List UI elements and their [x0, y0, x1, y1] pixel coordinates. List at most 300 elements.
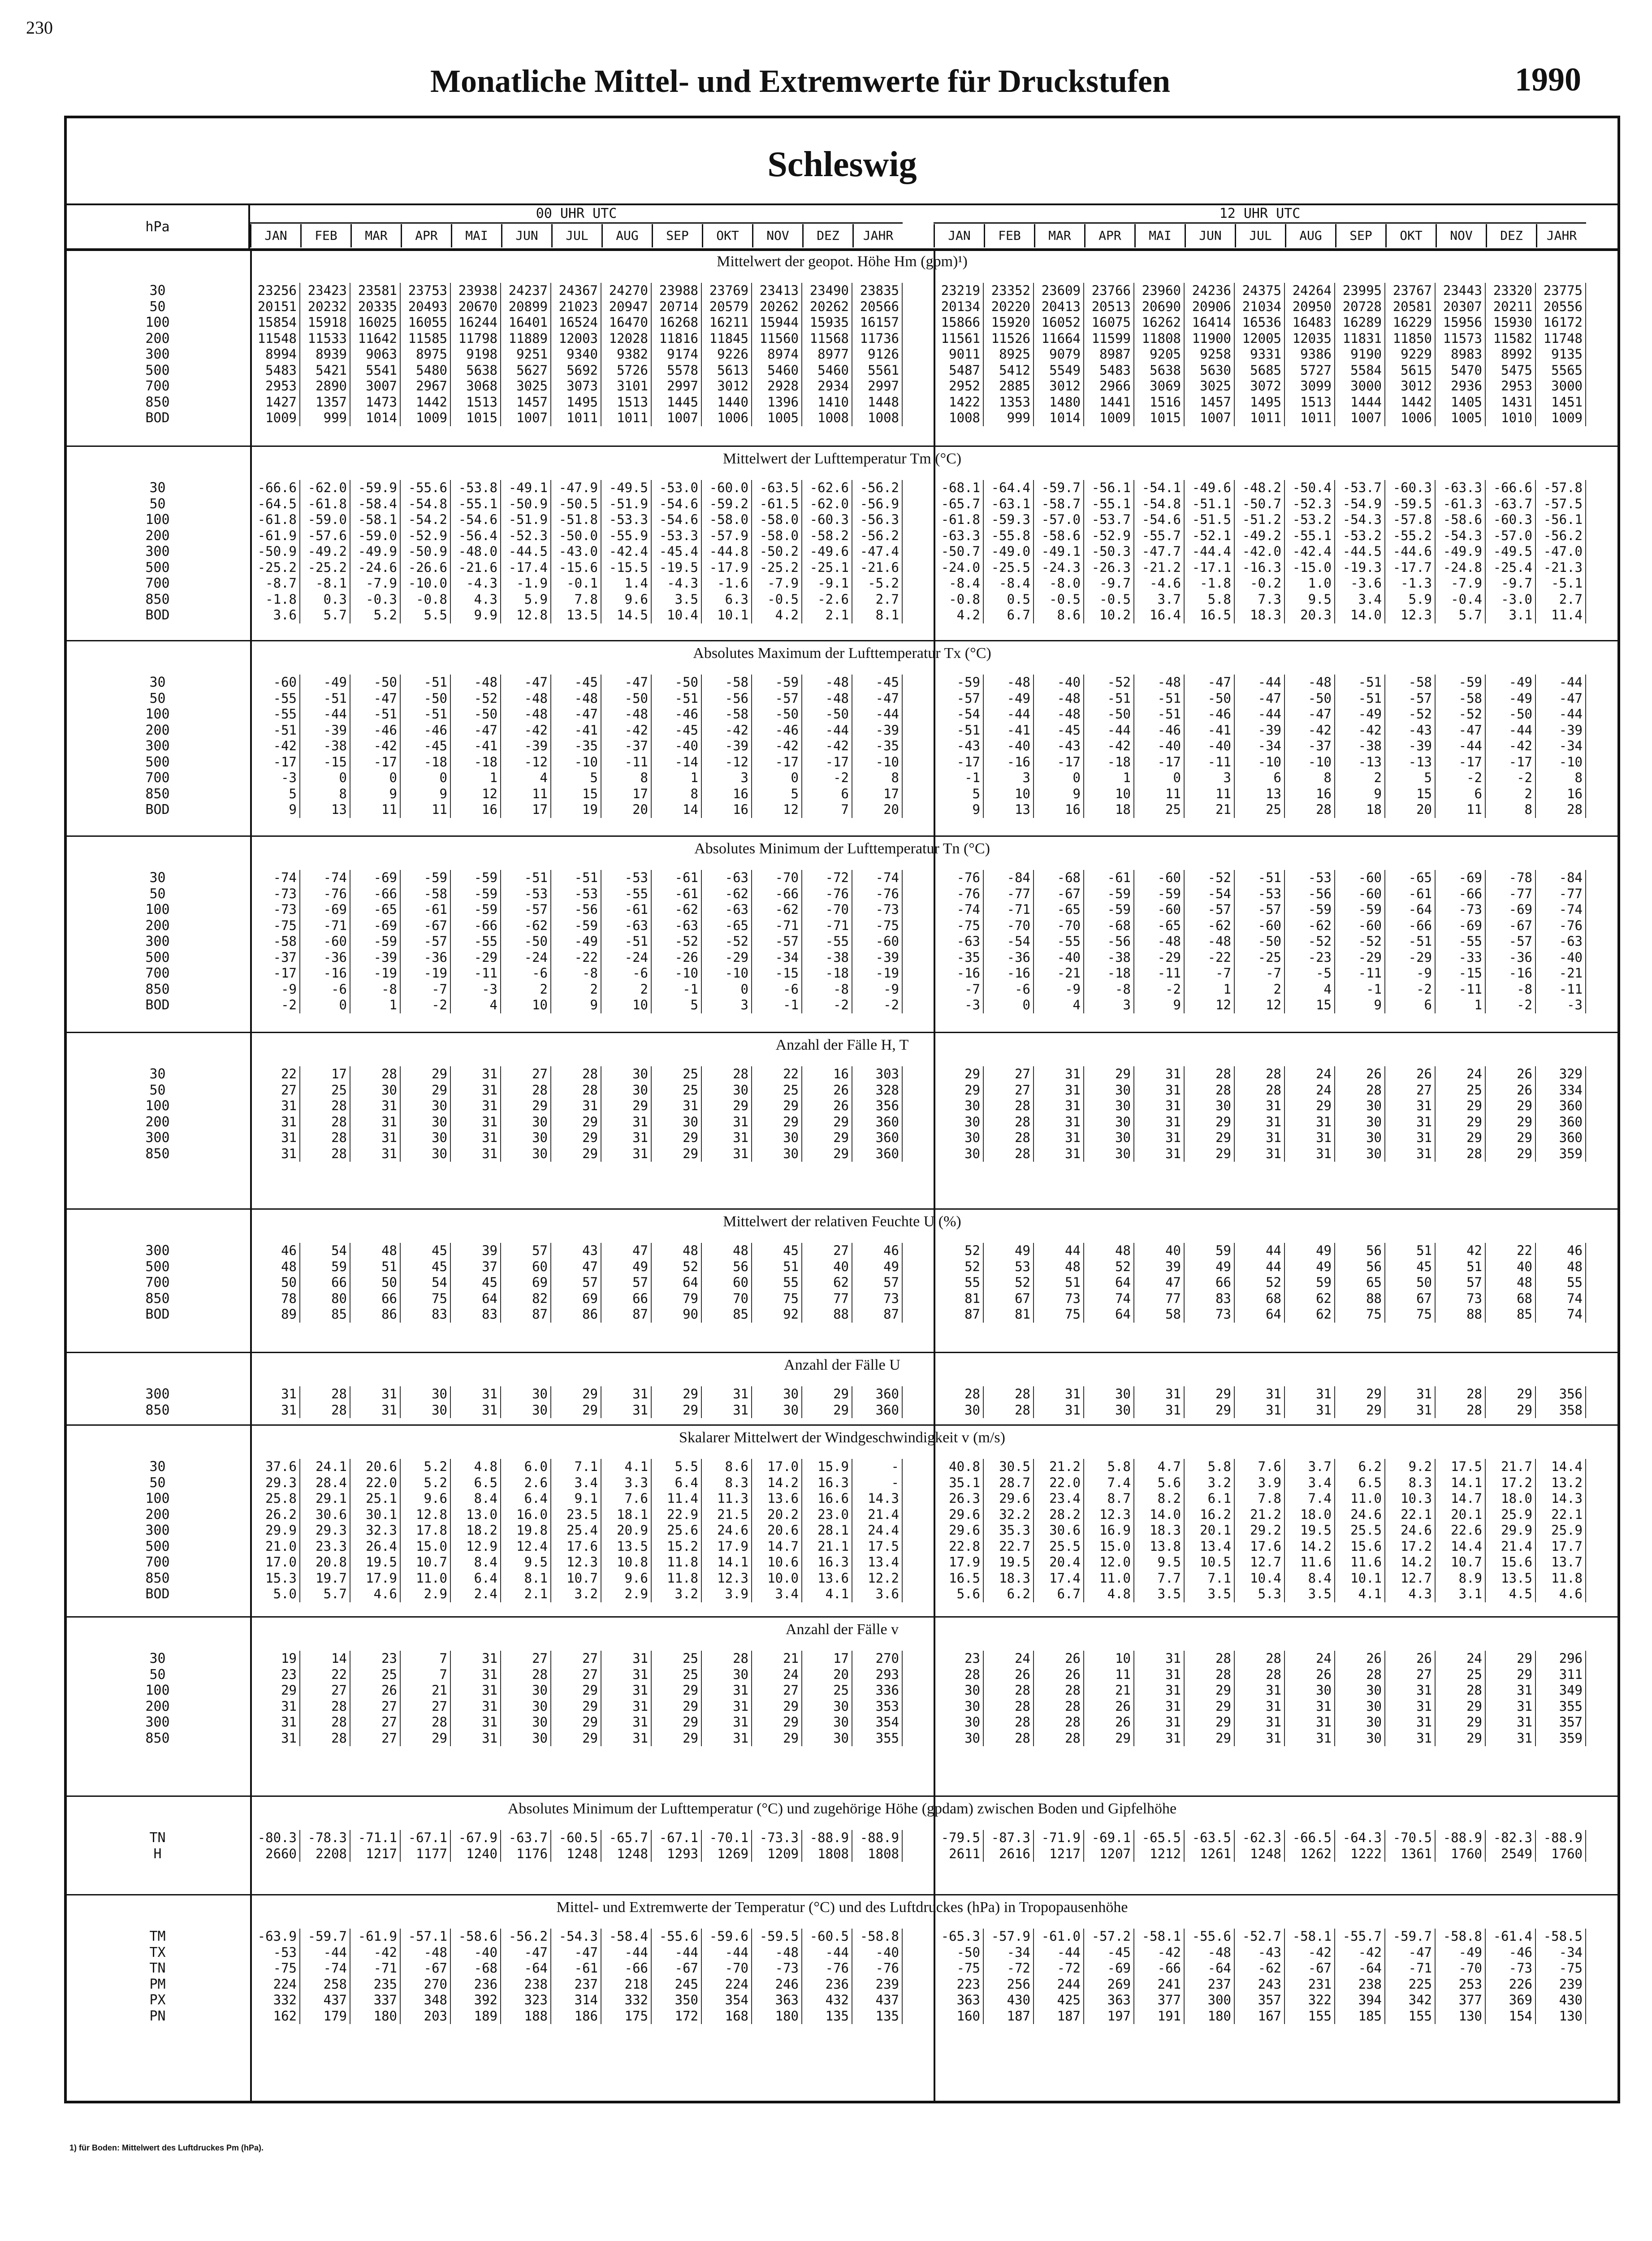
table-cell: 22.0 — [350, 1475, 401, 1491]
table-cell: 27 — [1385, 1082, 1436, 1099]
table-cell: 12.3 — [702, 1570, 752, 1587]
table-cell: -50 — [934, 1945, 984, 1961]
table-cell: -18 — [451, 754, 501, 770]
table-cell: 31 — [250, 1146, 300, 1162]
table-cell: -58.6 — [451, 1929, 501, 1945]
table-cell: 1008 — [852, 410, 903, 426]
table-cell: 29 — [802, 1386, 852, 1402]
table-cell: -53.2 — [1335, 528, 1385, 544]
table-cell: -2 — [1436, 770, 1486, 786]
table-cell: -35 — [934, 950, 984, 966]
table-cell: -17 — [1436, 754, 1486, 770]
table-cell: 363 — [1084, 1992, 1134, 2008]
table-cell: -61 — [601, 902, 652, 918]
table-cell: -19 — [401, 965, 451, 982]
table-cell: 30 — [934, 1731, 984, 1747]
table-cell: 19.7 — [300, 1570, 350, 1587]
table-cell: 31 — [1486, 1714, 1536, 1731]
table-cell: 11831 — [1335, 331, 1385, 347]
table-cell: 191 — [1134, 2008, 1185, 2025]
table-cell: 24 — [1285, 1066, 1335, 1082]
table-cell: -50 — [1285, 691, 1335, 707]
table-cell: -88.9 — [852, 1830, 903, 1846]
table-cell: 3025 — [501, 378, 551, 394]
table-cell: -53 — [1235, 886, 1285, 902]
table-cell: -76 — [1536, 918, 1586, 934]
table-cell: 16262 — [1134, 315, 1185, 331]
table-cell: 30 — [934, 1114, 984, 1130]
table-cell: 21034 — [1235, 299, 1285, 315]
table-cell: 8 — [1285, 770, 1335, 786]
table-cell: -61.9 — [250, 528, 300, 544]
table-cell: 31 — [1134, 1402, 1185, 1419]
table-cell: 13 — [300, 802, 350, 818]
table-cell: 25.9 — [1486, 1507, 1536, 1523]
table-cell: 21 — [1185, 802, 1235, 818]
table-cell: 237 — [1185, 1977, 1235, 1993]
table-cell: -59.6 — [702, 1929, 752, 1945]
table-cell: 26 — [1285, 1667, 1335, 1683]
table-cell: -55 — [1034, 934, 1084, 950]
table-cell: -49.2 — [1235, 528, 1285, 544]
table-cell: 12 — [752, 802, 802, 818]
table-cell: 31 — [1235, 1098, 1285, 1114]
table-cell: -50 — [652, 675, 702, 691]
table-row — [67, 1846, 1617, 1862]
table-cell: 348 — [401, 1992, 451, 2008]
table-cell: 430 — [984, 1992, 1034, 2008]
table-cell: 25 — [652, 1066, 702, 1082]
utc12-header: 12 UHR UTC — [934, 205, 1586, 224]
table-cell: -51 — [1084, 691, 1134, 707]
table-cell: 23.0 — [802, 1507, 852, 1523]
table-cell: 1010 — [1486, 410, 1536, 426]
table-cell: -19.3 — [1335, 560, 1385, 576]
table-cell: 37.6 — [250, 1459, 300, 1475]
table-cell: 1 — [652, 770, 702, 786]
table-cell: -52 — [702, 934, 752, 950]
table-cell: 57 — [601, 1275, 652, 1291]
table-cell: -76 — [300, 886, 350, 902]
table-cell: 51 — [1034, 1275, 1084, 1291]
table-cell: -40 — [1034, 675, 1084, 691]
table-cell: 31 — [250, 1402, 300, 1419]
table-cell: 5 — [934, 786, 984, 802]
table-cell: 30 — [1084, 1082, 1134, 1099]
table-cell: 8 — [300, 786, 350, 802]
table-cell: -55.2 — [1385, 528, 1436, 544]
table-cell: 9205 — [1134, 346, 1185, 363]
table-cell: 377 — [1436, 1992, 1486, 2008]
table-row — [67, 2008, 1617, 2025]
table-cell: 9.5 — [1285, 592, 1335, 608]
table-cell: -63 — [601, 918, 652, 934]
table-cell: -62 — [1285, 918, 1335, 934]
table-cell: 180 — [1185, 2008, 1235, 2025]
table-cell: 18.3 — [984, 1570, 1034, 1587]
table-cell: 20.1 — [1436, 1507, 1486, 1523]
table-cell: -10.0 — [401, 575, 451, 592]
table-cell: 3072 — [1235, 378, 1285, 394]
table-cell: 21.1 — [802, 1539, 852, 1555]
table-cell: 0 — [401, 770, 451, 786]
table-cell: -0.5 — [752, 592, 802, 608]
table-cell: -50.4 — [1285, 480, 1335, 496]
table-cell: 135 — [852, 2008, 903, 2025]
table-cell: 47 — [551, 1259, 601, 1275]
year-label: 1990 — [1515, 61, 1581, 98]
table-cell: 360 — [852, 1130, 903, 1146]
table-cell: 30 — [501, 1386, 551, 1402]
table-cell: -55.1 — [1285, 528, 1335, 544]
month-header-okt-00utc: OKT — [702, 224, 752, 247]
table-cell: 39 — [1134, 1259, 1185, 1275]
table-cell: 26.3 — [934, 1491, 984, 1507]
table-cell: 23413 — [752, 283, 802, 299]
table-cell: -73.3 — [752, 1830, 802, 1846]
table-cell: 270 — [852, 1651, 903, 1667]
table-cell: 363 — [752, 1992, 802, 2008]
table-cell: 26.4 — [350, 1539, 401, 1555]
table-cell: -41 — [551, 722, 601, 739]
table-cell: 162 — [250, 2008, 300, 2025]
table-cell: 42 — [1436, 1243, 1486, 1259]
table-cell: 2997 — [652, 378, 702, 394]
table-section — [67, 1208, 1617, 1353]
table-row — [67, 1275, 1617, 1291]
table-cell: 31 — [250, 1699, 300, 1715]
table-cell: 29 — [1185, 1114, 1235, 1130]
table-cell: 24.6 — [1335, 1507, 1385, 1523]
table-cell: 49 — [984, 1243, 1034, 1259]
table-cell: 13 — [1235, 786, 1285, 802]
table-cell: 7 — [401, 1651, 451, 1667]
table-cell: -39 — [300, 722, 350, 739]
row-label: 850 — [145, 981, 170, 997]
table-cell: 224 — [250, 1977, 300, 1993]
table-cell: -62.6 — [802, 480, 852, 496]
table-cell: 1009 — [1536, 410, 1586, 426]
month-header-mar-00utc: MAR — [350, 224, 401, 247]
table-cell: -59 — [451, 902, 501, 918]
table-cell: 5487 — [934, 363, 984, 379]
table-cell: 7.1 — [1185, 1570, 1235, 1587]
table-cell: 5 — [752, 786, 802, 802]
table-cell: 17 — [601, 786, 652, 802]
table-cell: 68 — [1486, 1291, 1536, 1307]
table-cell: 1217 — [350, 1846, 401, 1862]
table-cell: 16.3 — [802, 1475, 852, 1491]
table-cell: -70 — [1436, 1960, 1486, 1977]
table-cell: 31 — [1134, 1714, 1185, 1731]
table-cell: 92 — [752, 1307, 802, 1323]
table-cell: 27 — [401, 1699, 451, 1715]
table-row — [67, 378, 1617, 394]
table-cell: 31 — [601, 1146, 652, 1162]
table-cell: 23.3 — [300, 1539, 350, 1555]
table-cell: 16.6 — [802, 1491, 852, 1507]
table-cell: -46 — [652, 706, 702, 722]
table-cell: -48 — [451, 675, 501, 691]
table-cell: 1.4 — [601, 575, 652, 592]
table-cell: 54 — [401, 1275, 451, 1291]
table-cell: -53.3 — [601, 512, 652, 528]
table-cell: 20690 — [1134, 299, 1185, 315]
table-cell: 26 — [1084, 1714, 1134, 1731]
table-cell: 25 — [802, 1683, 852, 1699]
table-cell: 179 — [300, 2008, 350, 2025]
table-cell: 74 — [1536, 1307, 1586, 1323]
table-cell: 311 — [1536, 1667, 1586, 1683]
table-cell: -50.7 — [934, 544, 984, 560]
table-cell: 29 — [551, 1146, 601, 1162]
table-cell: -52.9 — [401, 528, 451, 544]
table-cell: 1293 — [652, 1846, 702, 1862]
table-cell: 15.9 — [802, 1459, 852, 1475]
table-cell: -6 — [752, 982, 802, 998]
table-cell: -10 — [1235, 754, 1285, 770]
row-label: 50 — [149, 496, 166, 512]
table-cell: 24236 — [1185, 283, 1235, 299]
table-cell: -5.1 — [1536, 575, 1586, 592]
table-cell: -16 — [1486, 965, 1536, 982]
table-cell: 23 — [250, 1667, 300, 1683]
table-cell: -59.5 — [1385, 496, 1436, 512]
table-cell: 16075 — [1084, 315, 1134, 331]
table-cell: -59 — [752, 675, 802, 691]
table-cell: 31 — [250, 1731, 300, 1747]
table-cell: 29 — [1486, 1114, 1536, 1130]
table-cell: -49 — [984, 691, 1034, 707]
table-cell: 31 — [1385, 1714, 1436, 1731]
table-cell: 30 — [401, 1402, 451, 1419]
table-cell: 13.5 — [1486, 1570, 1536, 1587]
table-cell: -50 — [802, 706, 852, 722]
table-cell: -21.6 — [852, 560, 903, 576]
table-cell: 31 — [350, 1130, 401, 1146]
table-cell: 30 — [1335, 1146, 1385, 1162]
table-cell: 31 — [601, 1683, 652, 1699]
table-cell: 45 — [401, 1259, 451, 1275]
table-cell: 27 — [551, 1651, 601, 1667]
table-cell: 26 — [1385, 1651, 1436, 1667]
table-cell: -58 — [702, 706, 752, 722]
table-cell: -58.5 — [1536, 1929, 1586, 1945]
table-cell: -63.5 — [1185, 1830, 1235, 1846]
table-cell: 90 — [652, 1307, 702, 1323]
table-cell: 28 — [300, 1699, 350, 1715]
table-cell: 86 — [551, 1307, 601, 1323]
table-cell: 16 — [702, 802, 752, 818]
table-cell: 30 — [802, 1731, 852, 1747]
table-cell: 40 — [802, 1259, 852, 1275]
table-cell: 11560 — [752, 331, 802, 347]
table-cell: 44 — [1235, 1259, 1285, 1275]
table-cell: -72 — [984, 1960, 1034, 1977]
table-cell: 31 — [1134, 1066, 1185, 1082]
table-cell: 31 — [551, 1098, 601, 1114]
table-cell: 349 — [1536, 1683, 1586, 1699]
table-cell: 67 — [984, 1291, 1034, 1307]
table-cell: 5685 — [1235, 363, 1285, 379]
table-cell: 31 — [451, 1683, 501, 1699]
table-cell: 48 — [350, 1243, 401, 1259]
table-cell: 29 — [652, 1683, 702, 1699]
table-cell: 300 — [1185, 1992, 1235, 2008]
table-cell: -75 — [250, 1960, 300, 1977]
table-cell: -55 — [250, 706, 300, 722]
table-cell: 48 — [1034, 1259, 1084, 1275]
table-cell: -47 — [852, 691, 903, 707]
table-cell: -1.8 — [250, 592, 300, 608]
table-cell: -42.4 — [601, 544, 652, 560]
table-cell: 15930 — [1486, 315, 1536, 331]
table-cell: -75 — [934, 1960, 984, 1977]
table-cell: 11.8 — [652, 1570, 702, 1587]
table-cell: 0.5 — [984, 592, 1034, 608]
table-cell: 30 — [752, 1386, 802, 1402]
table-cell: 77 — [802, 1291, 852, 1307]
table-cell: 16 — [1034, 802, 1084, 818]
table-cell: -44 — [1084, 722, 1134, 739]
table-cell: 11845 — [702, 331, 752, 347]
table-cell: -88.9 — [1436, 1830, 1486, 1846]
table-cell: 3.2 — [1185, 1475, 1235, 1491]
table-cell: 425 — [1034, 1992, 1084, 2008]
table-cell: 31 — [350, 1146, 401, 1162]
table-section — [67, 835, 1617, 1033]
table-cell: -57 — [1185, 902, 1235, 918]
table-cell: 8 — [652, 786, 702, 802]
table-cell: 27 — [350, 1714, 401, 1731]
row-label: 850 — [145, 394, 170, 410]
table-cell: -71 — [350, 1960, 401, 1977]
table-cell: -50 — [1486, 706, 1536, 722]
table-cell: 377 — [1134, 1992, 1185, 2008]
table-cell: -48 — [802, 675, 852, 691]
table-cell: 49 — [601, 1259, 652, 1275]
table-cell: 30.6 — [300, 1507, 350, 1523]
table-cell: -47.4 — [852, 544, 903, 560]
table-cell: -76 — [852, 886, 903, 902]
table-cell: 6.1 — [1185, 1491, 1235, 1507]
table-cell: -69 — [1084, 1960, 1134, 1977]
table-cell: -64.3 — [1335, 1830, 1385, 1846]
table-cell: 5470 — [1436, 363, 1486, 379]
table-cell: 15.0 — [401, 1539, 451, 1555]
table-cell: 25.6 — [652, 1523, 702, 1539]
table-cell: 12.3 — [1084, 1507, 1134, 1523]
table-cell: -73 — [250, 886, 300, 902]
table-cell: -19 — [350, 965, 401, 982]
table-cell: -3.0 — [1486, 592, 1536, 608]
table-cell: -75 — [1536, 1960, 1586, 1977]
table-cell: -4.3 — [652, 575, 702, 592]
table-cell: 10.3 — [1385, 1491, 1436, 1507]
table-cell: 16.4 — [1134, 607, 1185, 623]
table-cell: -67.1 — [401, 1830, 451, 1846]
table-cell: 70 — [702, 1291, 752, 1307]
table-cell: -2 — [250, 997, 300, 1013]
table-cell: -72 — [1034, 1960, 1084, 1977]
table-cell: -63 — [702, 902, 752, 918]
table-cell: -50.3 — [1084, 544, 1134, 560]
table-cell: 29 — [551, 1699, 601, 1715]
table-cell: 28 — [1034, 1683, 1084, 1699]
table-cell: 28 — [1185, 1066, 1235, 1082]
table-cell: -45.4 — [652, 544, 702, 560]
table-cell: -60.3 — [1385, 480, 1436, 496]
table-cell: 47 — [1134, 1275, 1185, 1291]
table-row — [67, 786, 1617, 802]
table-cell: -48 — [1134, 934, 1185, 950]
table-cell: -39 — [852, 722, 903, 739]
table-cell: 135 — [802, 2008, 852, 2025]
table-cell: 23775 — [1536, 283, 1586, 299]
table-cell: 52 — [1084, 1259, 1134, 1275]
table-cell: 8.3 — [702, 1475, 752, 1491]
table-row — [67, 394, 1617, 411]
row-label: 300 — [145, 346, 170, 362]
table-cell: 7.7 — [1134, 1570, 1185, 1587]
table-cell: 17.2 — [1385, 1539, 1436, 1555]
table-cell: -57 — [1235, 902, 1285, 918]
table-cell: -0.1 — [551, 575, 601, 592]
table-cell: 2.7 — [1536, 592, 1586, 608]
table-cell: 314 — [551, 1992, 601, 2008]
table-cell: -1.3 — [1385, 575, 1436, 592]
table-cell: -61.0 — [1034, 1929, 1084, 1945]
table-cell: 31 — [250, 1098, 300, 1114]
table-cell: -10 — [551, 754, 601, 770]
table-cell: -48 — [752, 1945, 802, 1961]
table-cell: 6.5 — [451, 1475, 501, 1491]
table-cell: 31 — [451, 1667, 501, 1683]
table-cell: 7.8 — [1235, 1491, 1285, 1507]
table-cell: -54.6 — [1134, 512, 1185, 528]
table-cell: 236 — [451, 1977, 501, 1993]
table-cell: 11585 — [401, 331, 451, 347]
table-cell: 16.5 — [934, 1570, 984, 1587]
table-cell: -47 — [451, 722, 501, 739]
table-cell: -47 — [551, 1945, 601, 1961]
table-row — [67, 1651, 1617, 1667]
table-cell: 30 — [802, 1699, 852, 1715]
table-cell: 20 — [1385, 802, 1436, 818]
table-section — [67, 1616, 1617, 1797]
table-cell: -43 — [1385, 722, 1436, 739]
table-cell: -58.7 — [1034, 496, 1084, 512]
table-cell: 11 — [350, 802, 401, 818]
table-cell: -55.1 — [451, 496, 501, 512]
table-cell: 6.7 — [984, 607, 1034, 623]
table-cell: -60.0 — [702, 480, 752, 496]
table-cell: -40 — [1185, 738, 1235, 754]
table-cell: 29 — [1436, 1098, 1486, 1114]
table-cell: 5692 — [551, 363, 601, 379]
table-cell: 6 — [1385, 997, 1436, 1013]
table-cell: 1005 — [1436, 410, 1486, 426]
table-cell: 31 — [1285, 1386, 1335, 1402]
table-cell: -75 — [934, 918, 984, 934]
table-cell: 437 — [300, 1992, 350, 2008]
table-cell: 20728 — [1335, 299, 1385, 315]
table-cell: 8.2 — [1134, 1491, 1185, 1507]
table-cell: -17 — [350, 754, 401, 770]
table-cell: 28 — [300, 1146, 350, 1162]
table-cell: 20 — [852, 802, 903, 818]
table-cell: 360 — [852, 1386, 903, 1402]
